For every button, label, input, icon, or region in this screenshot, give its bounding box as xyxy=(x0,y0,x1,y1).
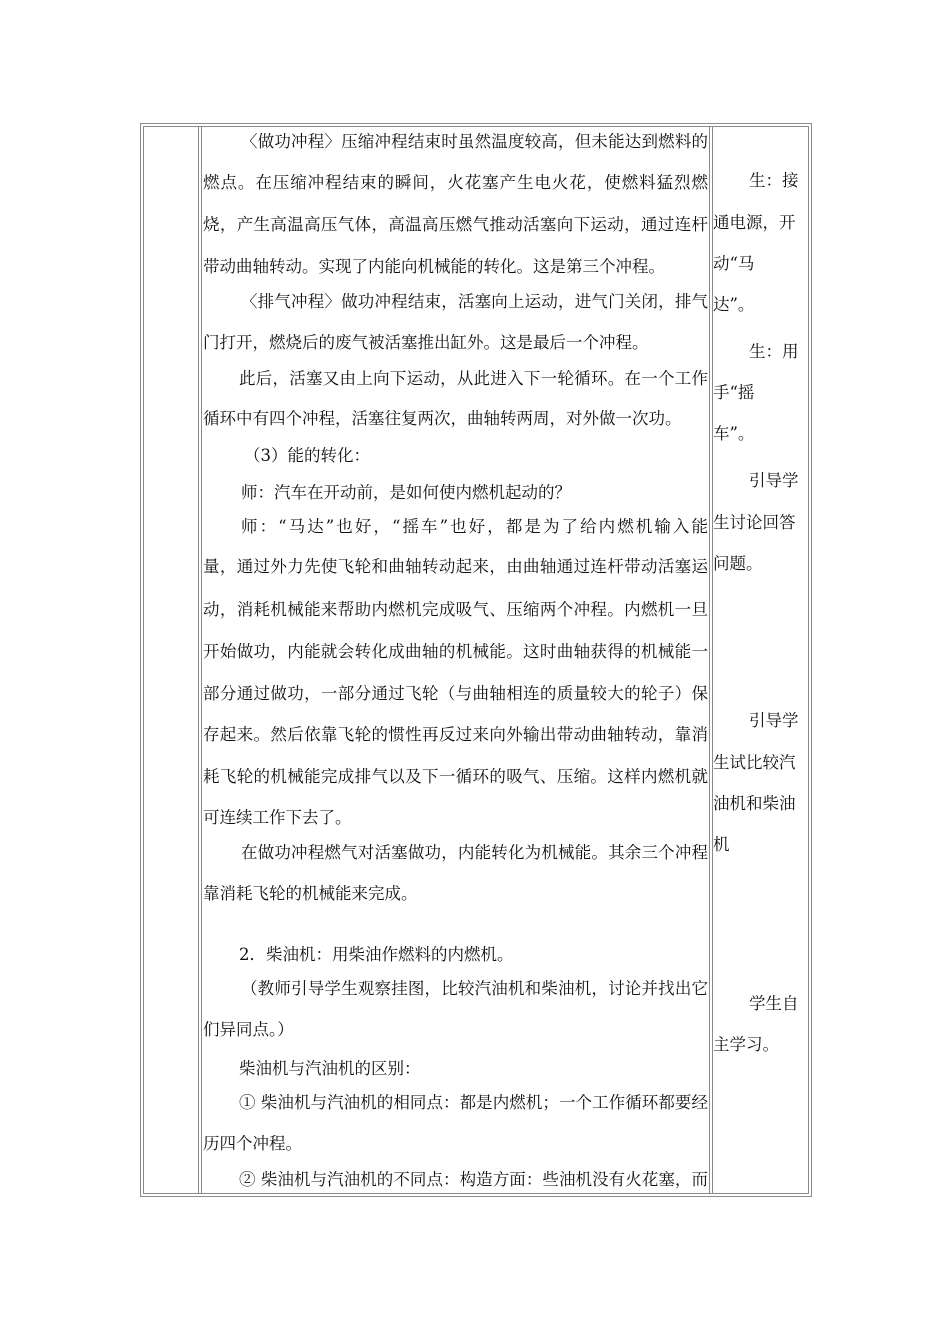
text-line: 开始做功，内能就会转化成曲轴的机械能。这时曲轴获得的机械能一 xyxy=(203,642,708,661)
side-text-line: 车”。 xyxy=(713,424,755,443)
column-divider-left xyxy=(198,126,199,1194)
text-line: 2．柴油机：用柴油作燃料的内燃机。 xyxy=(239,945,514,964)
text-line: ② 柴油机与汽油机的不同点：构造方面：些油机没有火花塞，而 xyxy=(239,1170,708,1189)
text-line: 们异同点。） xyxy=(203,1020,294,1039)
side-text-line: 手“摇 xyxy=(713,383,755,402)
text-line: 师：“马达”也好，“摇车”也好，都是为了给内燃机输入能 xyxy=(241,517,708,536)
side-text-line: 生：用 xyxy=(749,342,799,361)
side-text-line: 生讨论回答 xyxy=(713,513,796,532)
text-line: ① 柴油机与汽油机的相同点：都是内燃机；一个工作循环都要经 xyxy=(239,1093,708,1112)
text-line: （教师引导学生观察挂图，比较汽油机和柴油机，讨论并找出它 xyxy=(241,979,708,998)
side-text-line: 动“马 xyxy=(713,254,755,273)
text-line: 〈做功冲程〉压缩冲程结束时虽然温度较高，但未能达到燃料的 xyxy=(241,132,708,151)
text-line: 耗飞轮的机械能完成排气以及下一循环的吸气、压缩。这样内燃机就 xyxy=(203,767,708,786)
text-line: 靠消耗飞轮的机械能来完成。 xyxy=(203,884,418,903)
text-line: 师：汽车在开动前，是如何使内燃机起动的？ xyxy=(241,483,571,502)
text-line: 动，消耗机械能来帮助内燃机完成吸气、压缩两个冲程。内燃机一旦 xyxy=(203,600,708,619)
column-divider-right-inner xyxy=(712,126,713,1194)
side-text-line: 引导学 xyxy=(749,471,799,490)
text-line: 〈排气冲程〉做功冲程结束，活塞向上运动，进气门关闭，排气 xyxy=(241,292,708,311)
text-line: 存起来。然后依靠飞轮的惯性再反过来向外输出带动曲轴转动，靠消 xyxy=(203,725,708,744)
text-line: 柴油机与汽油机的区别： xyxy=(239,1059,421,1078)
side-text-line: 引导学 xyxy=(749,711,799,730)
side-text-line: 油机和柴油 xyxy=(713,794,796,813)
text-line: （3）能的转化： xyxy=(244,446,370,465)
text-line: 带动曲轴转动。实现了内能向机械能的转化。这是第三个冲程。 xyxy=(203,257,665,276)
column-divider-right xyxy=(709,126,710,1194)
side-text-line: 通电源，开 xyxy=(713,213,796,232)
side-text-line: 主学习。 xyxy=(713,1035,779,1054)
text-line: 量，通过外力先使飞轮和曲轴转动起来，由曲轴通过连杆带动活塞运 xyxy=(203,557,708,576)
text-line: 可连续工作下去了。 xyxy=(203,808,352,827)
side-text-line: 生试比较汽 xyxy=(713,753,796,772)
text-line: 历四个冲程。 xyxy=(203,1134,302,1153)
side-text-line: 机 xyxy=(713,835,730,854)
column-divider-left-inner xyxy=(201,126,202,1194)
side-text-line: 达”。 xyxy=(713,295,755,314)
text-line: 此后，活塞又由上向下运动，从此进入下一轮循环。在一个工作 xyxy=(239,369,708,388)
side-text-line: 问题。 xyxy=(713,554,763,573)
side-text-line: 生：接 xyxy=(749,171,799,190)
text-line: 循环中有四个冲程，活塞往复两次，曲轴转两周，对外做一次功。 xyxy=(203,409,682,428)
text-line: 燃点。在压缩冲程结束的瞬间，火花塞产生电火花，使燃料猛烈燃 xyxy=(203,173,708,192)
text-line: 烧，产生高温高压气体，高温高压燃气推动活塞向下运动，通过连杆 xyxy=(203,215,708,234)
text-line: 在做功冲程燃气对活塞做功，内能转化为机械能。其余三个冲程 xyxy=(241,843,708,862)
text-line: 门打开，燃烧后的废气被活塞推出缸外。这是最后一个冲程。 xyxy=(203,333,649,352)
text-line: 部分通过做功，一部分通过飞轮（与曲轴相连的质量较大的轮子）保 xyxy=(203,684,708,703)
side-text-line: 学生自 xyxy=(749,994,799,1013)
